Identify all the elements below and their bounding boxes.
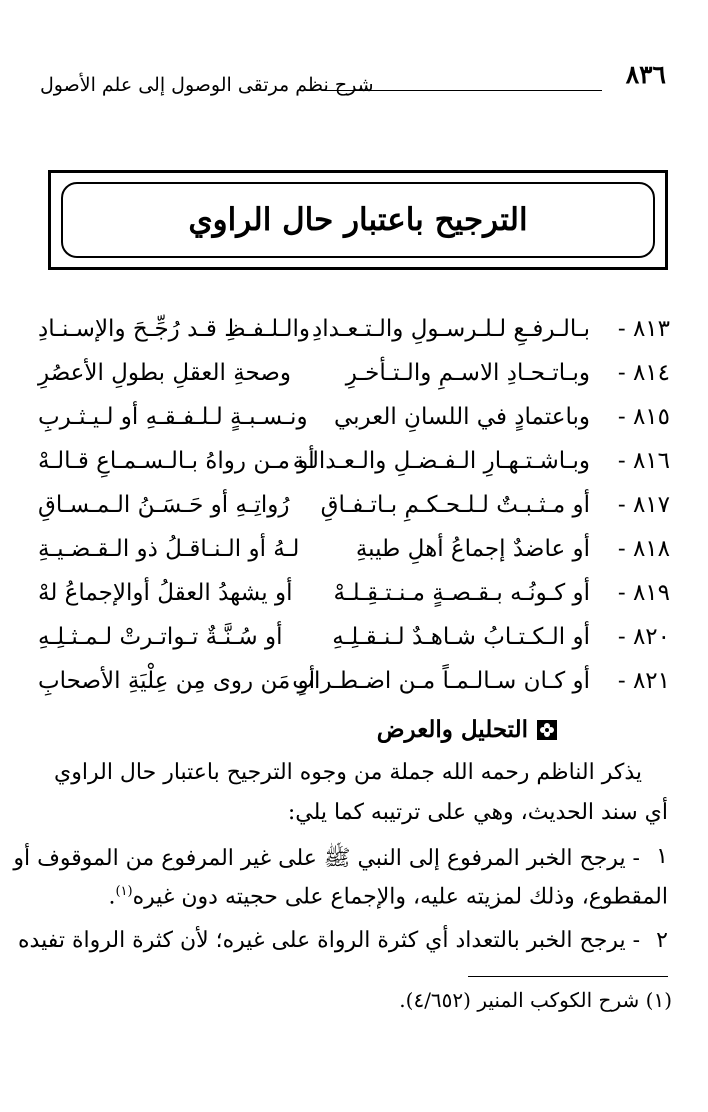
paragraph-line: أي سند الحديث، وهي على ترتيبه كما يلي: — [287, 800, 668, 825]
paragraph-line: يذكر الناظم رحمه الله جملة من وجوه الترجيح باعتبار حال الراوي — [54, 760, 642, 785]
item-line — [108, 884, 668, 909]
footnote-ref: (١) — [115, 884, 133, 899]
verse-row — [30, 668, 670, 712]
verse-number: ٨١٨ - — [617, 536, 670, 562]
item-text: المقطوع، وذلك لمزيته عليه، والإجماع على حجيته دون غيره — [132, 884, 668, 910]
verse-second-hemistich: لـهُ أو الـنـاقـلُ ذو الـقـضـيـةِ — [38, 536, 300, 562]
verse-second-hemistich: ونـسـبـةٍ لـلـفـقـهِ أو لـيـثـربِ — [38, 404, 308, 430]
verse-second-hemistich: رُواتِـهِ أو حَـسَـنُ الـمـسـاقِ — [38, 492, 290, 518]
title-inner-frame — [61, 182, 655, 258]
verse-number: ٨١٥ - — [617, 404, 670, 430]
section-heading — [377, 716, 558, 743]
poem-verses — [30, 316, 670, 712]
verse-row — [30, 492, 670, 536]
verse-second-hemistich: أو مَن روى مِن عِلْيَةِ الأصحابِ — [38, 668, 316, 694]
footnote-rule — [468, 976, 668, 977]
item-number: ٢ — [656, 928, 668, 953]
verse-second-hemistich: أو يشهدُ العقلُ أوالإجماعُ لهْ — [38, 580, 293, 606]
verse-row — [30, 404, 670, 448]
running-header — [40, 60, 666, 100]
page-number: ٨٣٦ — [625, 60, 666, 89]
footnote-marker: (١) — [645, 988, 672, 1012]
verse-row — [30, 580, 670, 624]
chapter-title: الترجيح باعتبار حال الراوي — [188, 202, 528, 238]
verse-row — [30, 448, 670, 492]
item-number: ١ — [656, 844, 668, 869]
verse-row — [30, 624, 670, 668]
item-line: - يرجح الخبر بالتعداد أي كثرة الرواة على غيره؛ لأن كثرة الرواة تفيده — [18, 928, 640, 953]
verse-first-hemistich: بـالـرفـعِ لـلـرسـولِ والـتـعـدادِ — [311, 316, 590, 342]
verse-first-hemistich: أو الـكـتـابُ شـاهـدٌ لـنـقـلِـهِ — [332, 624, 590, 650]
verse-second-hemistich: أو سُـنَّـةٌ تـواتـرتْ لـمـثـلِـهِ — [38, 624, 283, 650]
verse-row — [30, 316, 670, 360]
section-title: التحليل والعرض — [376, 716, 528, 743]
verse-first-hemistich: وباعتمادٍ في اللسانِ العربي — [333, 404, 590, 430]
verse-number: ٨١٣ - — [617, 316, 670, 342]
footnote — [399, 988, 672, 1012]
verse-second-hemistich: وصحةِ العقلِ بطولِ الأعصُرِ — [38, 360, 292, 386]
verse-first-hemistich: وبـاتـحـادِ الاسـمِ والـتـأخـرِ — [345, 360, 590, 386]
verse-first-hemistich: أو كـان سـالـمـاً مـن اضـطـرابِ — [292, 668, 590, 694]
verse-second-hemistich: والـلـفـظِ قـد رُجِّـحَ والإسـنـادِ — [38, 316, 311, 342]
footnote-text: شرح الكوكب المنير (٤/٦٥٢). — [399, 988, 640, 1012]
flower-ornament-icon — [536, 719, 558, 741]
verse-number: ٨١٧ - — [617, 492, 670, 518]
verse-row — [30, 536, 670, 580]
verse-row — [30, 360, 670, 404]
verse-first-hemistich: أو كـونُـه بـقـصـةٍ مـنـتـقِـلـهْ — [333, 580, 590, 606]
verse-number: ٨١٦ - — [617, 448, 670, 474]
verse-first-hemistich: أو مـثـبـتٌ لـلـحـكـمِ بـاتـفـاقِ — [320, 492, 590, 518]
verse-first-hemistich: وبـاشـتـهـارِ الـفـضـلِ والـعـدالـة — [292, 448, 590, 474]
verse-second-hemistich: أو مـن رواهُ بـالـسـمـاعِ قـالـهْ — [38, 448, 315, 474]
verse-first-hemistich: أو عاضدٌ إجماعُ أهلِ طيبةِ — [355, 536, 590, 562]
running-title: شرح نظم مرتقى الوصول إلى علم الأصول — [40, 74, 374, 96]
verse-number: ٨١٤ - — [617, 360, 670, 386]
verse-number: ٨٢٠ - — [617, 624, 670, 650]
verse-number: ٨٢١ - — [617, 668, 670, 694]
item-tail: . — [108, 884, 116, 910]
title-box — [48, 170, 668, 270]
item-line: - يرجح الخبر المرفوع إلى النبي ﷺ على غير المرفوع من الموقوف أو — [13, 846, 640, 871]
verse-number: ٨١٩ - — [617, 580, 670, 606]
